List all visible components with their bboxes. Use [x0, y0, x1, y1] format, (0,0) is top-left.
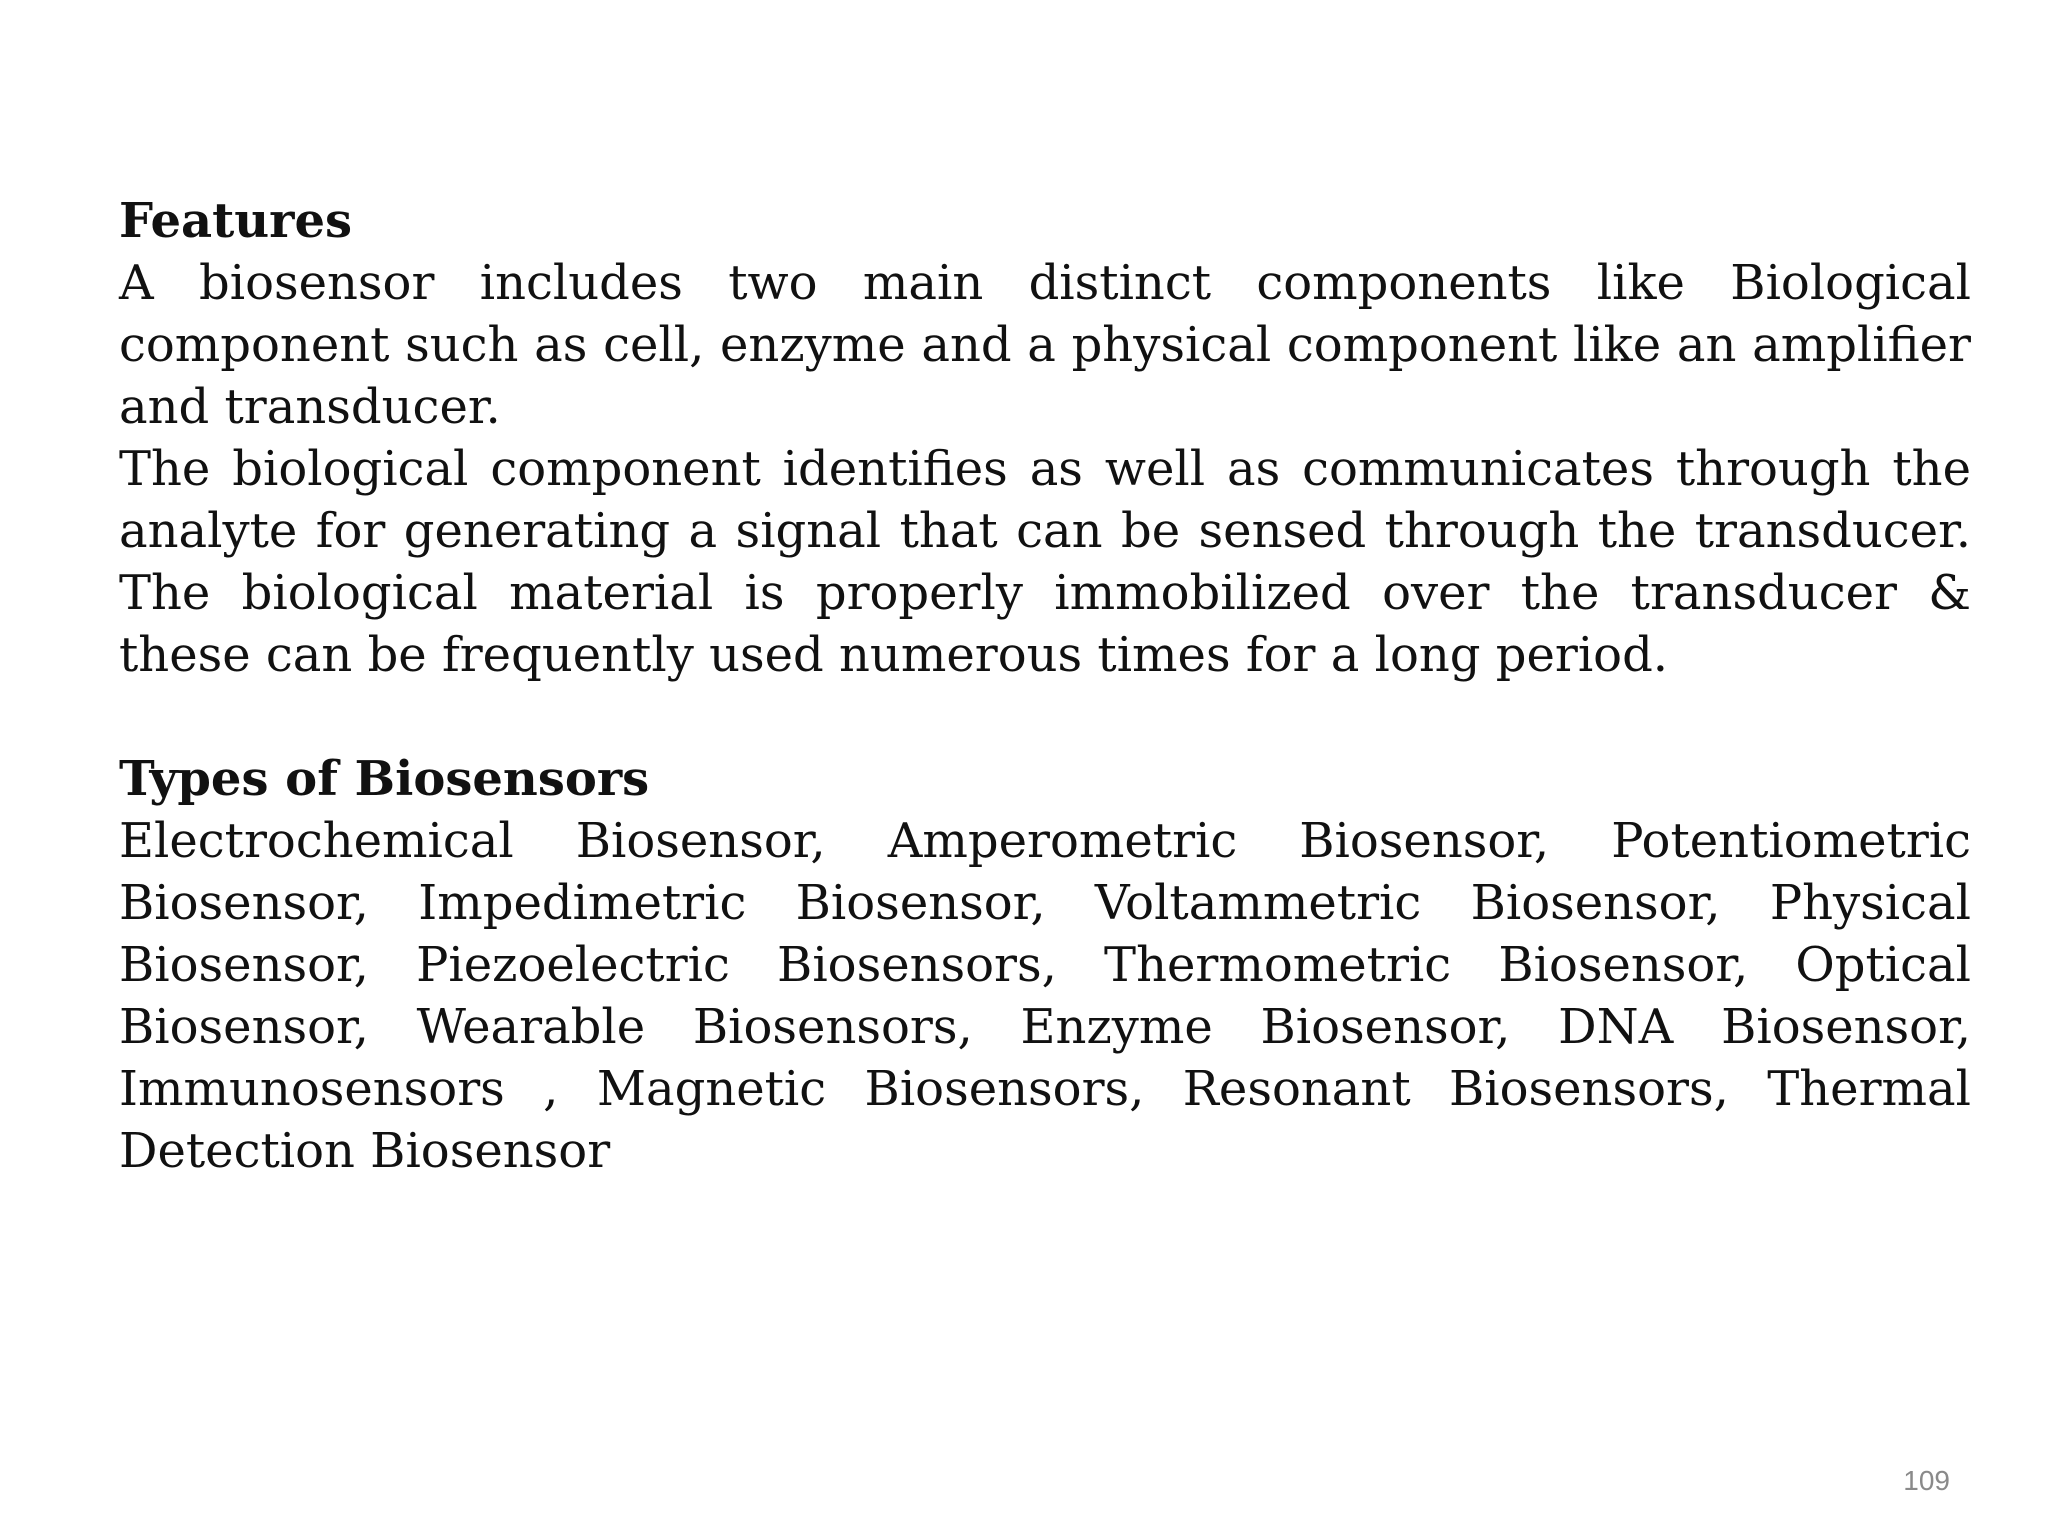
- types-heading: Types of Biosensors: [119, 751, 650, 807]
- page-number: 109: [1903, 1465, 1950, 1496]
- types-paragraph: Electrochemical Biosensor, Amperometric Biosensor, Potentiometric Biosensor, Impedimetric Biosensor, Voltammetric Biosensor, Physical Biosensor, Piezoelectric Biosensors, Thermometric Biosensor, Optical Biosensor, Wearable Biosensors, Enzyme Biosensor, DNA Biosensor, Immunosensors , Magnetic Biosensors, Resonant Biosensors, Thermal Detection Biosensor: [119, 813, 1971, 1179]
- section-spacer: [119, 686, 1971, 748]
- features-heading: Features: [119, 193, 353, 249]
- features-paragraph-2: The biological component identifies as well as communicates through the analyte for generating a signal that can be sensed through the transducer. The biological material is properly immobilized over the transducer & these can be frequently used numerous times for a long period.: [119, 441, 1971, 683]
- slide-content: [119, 190, 1971, 1182]
- features-paragraph-1: A biosensor includes two main distinct components like Biological component such as cell, enzyme and a physical component like an amplifier and transducer.: [119, 255, 1971, 435]
